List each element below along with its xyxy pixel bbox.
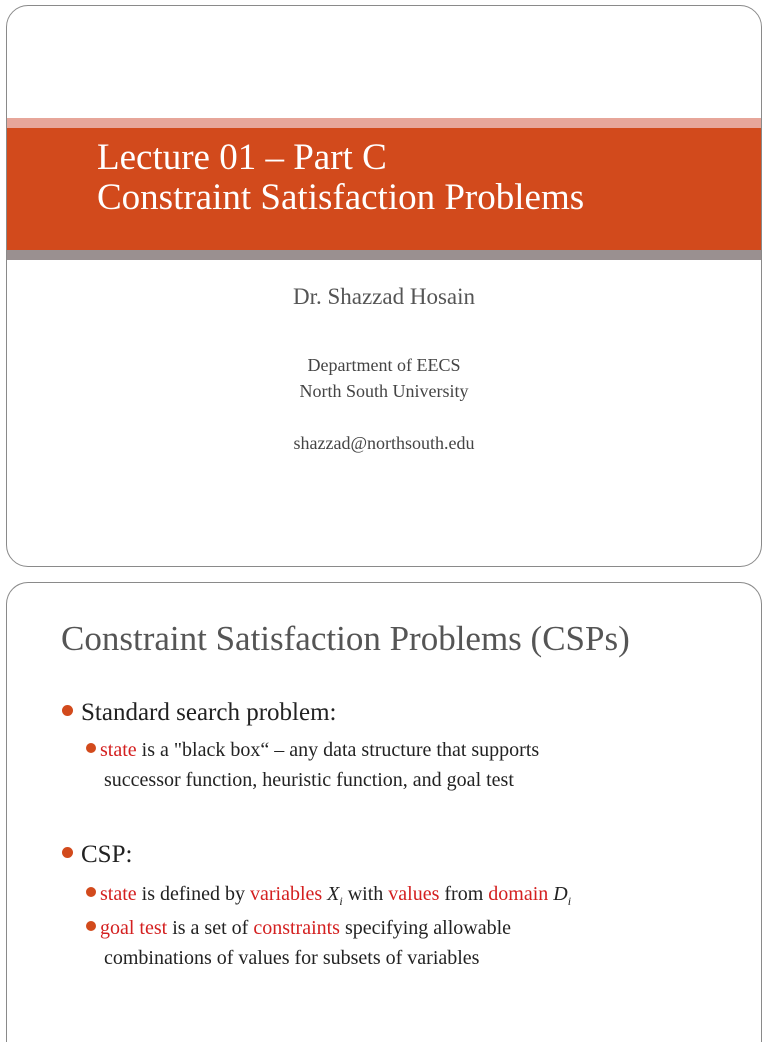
sub-bullet-goal-test: [86, 913, 726, 973]
text: is defined by: [136, 883, 250, 905]
text: with: [342, 883, 389, 905]
slide-heading: Constraint Satisfaction Problems (CSPs): [61, 619, 630, 658]
slide-title: [97, 138, 584, 218]
affiliation: [7, 352, 761, 404]
bullet-csp: [62, 841, 132, 869]
bullet-dot-icon: [62, 847, 73, 858]
var-d: $D_i$: [553, 883, 572, 908]
content-slide: [6, 582, 762, 1042]
title-line-2: Constraint Satisfaction Problems: [97, 177, 585, 218]
accent-stripe-top: [7, 118, 761, 128]
term-values: values: [388, 883, 440, 905]
bullet-text: CSP:: [81, 841, 133, 868]
term-constraints: constraints: [253, 917, 340, 939]
text: from: [439, 883, 489, 905]
text: is a set of: [167, 917, 254, 939]
accent-stripe-bottom: [7, 250, 761, 260]
term-state: state: [100, 883, 137, 905]
sub-bullet-state-definition: [86, 879, 726, 916]
sub-bullet-state-black-box: [86, 735, 726, 795]
term-variables: variables: [249, 883, 323, 905]
author-name: Dr. Shazzad Hosain: [292, 284, 476, 309]
bullet-dot-icon: [86, 887, 96, 897]
sub-bullet-text: is a "black box“ – any data structure that supports: [136, 739, 540, 761]
text: specifying allowable: [339, 917, 512, 939]
bullet-dot-icon: [62, 705, 73, 716]
bullet-text: Standard search problem:: [81, 699, 337, 726]
term-goal-test: goal test: [100, 917, 168, 939]
bullet-dot-icon: [86, 921, 96, 931]
university: North South University: [299, 381, 469, 401]
title-line-1: Lecture 01 – Part C: [97, 137, 387, 178]
department: Department of EECS: [307, 355, 461, 375]
bullet-dot-icon: [86, 743, 96, 753]
bullet-standard-search: [62, 699, 336, 727]
title-slide: [6, 5, 762, 567]
term-domain: domain: [488, 883, 549, 905]
sub-bullet-text-line2: combinations of values for subsets of variables: [104, 947, 480, 969]
var-x: $X_i$: [327, 883, 343, 908]
author-email: shazzad@northsouth.edu: [293, 433, 475, 453]
sub-bullet-text-line2: successor function, heuristic function, and goal test: [104, 769, 514, 791]
title-banner: [7, 128, 761, 250]
term-state: state: [100, 739, 137, 761]
